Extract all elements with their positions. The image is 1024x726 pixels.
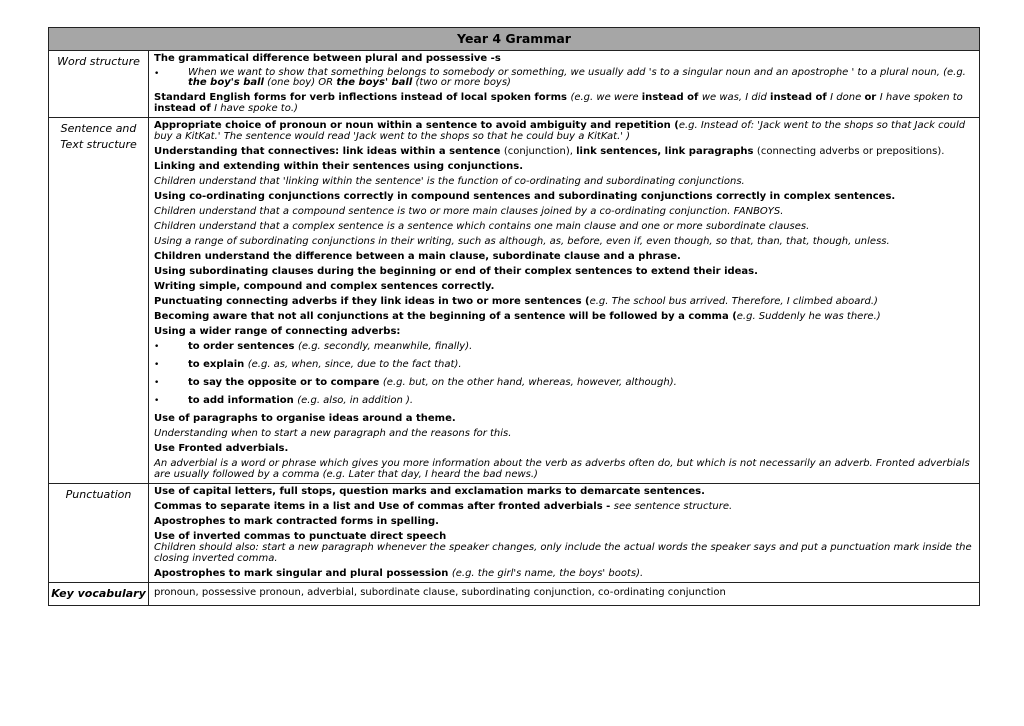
text-line: Apostrophes to mark contracted forms in spelling.	[154, 516, 439, 527]
row-word-structure	[49, 51, 980, 118]
text-line: An adverbial is a word or phrase which gives you more information about the verb as adverbs often do, but which is not necessarily an adverb. Fronted adverbials are usually followed by a comma (e.g. Later that day, I heard the bad news.)	[154, 458, 970, 480]
punctuation-content	[149, 484, 980, 583]
row-punctuation	[49, 484, 980, 583]
text-line: Using a wider range of connecting adverbs:	[154, 326, 401, 337]
verb-inflections-line: Standard English forms for verb inflections instead of local spoken forms (e.g. we were instead of we was, I did instead of I done or I have spoken to instead of I have spoke to.)	[154, 92, 963, 114]
bullet-item	[154, 68, 975, 88]
pronoun-choice-line: Appropriate choice of pronoun or noun within a sentence to avoid ambiguity and repetition (e.g. Instead of: 'Jack went to the shops so that Jack could buy a KitKat.' The sentence would read 'Jack went to the shops so that he could buy a KitKat.' )	[154, 120, 966, 142]
bullet-item: • to explain (e.g. as, when, since, due to the fact that).	[154, 359, 462, 370]
bullet-item: • to order sentences (e.g. secondly, meanwhile, finally).	[154, 341, 473, 352]
bullet-icon: •	[154, 360, 160, 370]
connectives-line: Understanding that connectives: link ideas within a sentence (conjunction), link sentences, link paragraphs (connecting adverbs or prepositions).	[154, 146, 945, 157]
word-structure-content	[149, 51, 980, 118]
plural-possessive-line: The grammatical difference between plural and possessive -s	[154, 53, 501, 64]
sentence-structure-content	[149, 118, 980, 484]
bullet-icon: •	[154, 396, 160, 406]
text-line: Punctuating connecting adverbs if they link ideas in two or more sentences (e.g. The school bus arrived. Therefore, I climbed aboard.)	[154, 296, 878, 307]
bullet-icon: •	[154, 342, 160, 352]
text-line: Understanding when to start a new paragraph and the reasons for this.	[154, 428, 512, 439]
row-label-key-vocabulary: Key vocabulary	[49, 583, 149, 606]
bullet-icon: •	[154, 378, 160, 388]
row-label-word-structure: Word structure	[49, 51, 149, 118]
text-line: Children understand that a complex sentence is a sentence which contains one main clause and one or more subordinate clauses.	[154, 221, 810, 232]
text-line: Children understand that 'linking within the sentence' is the function of co-ordinating and subordinating conjunctions.	[154, 176, 745, 187]
text-line: Using subordinating clauses during the beginning or end of their complex sentences to extend their ideas.	[154, 266, 758, 277]
text-line: Commas to separate items in a list and Use of commas after fronted adverbials - see sentence structure.	[154, 501, 733, 512]
bullet-item: • to say the opposite or to compare (e.g. but, on the other hand, whereas, however, although).	[154, 377, 677, 388]
text-line: Linking and extending within their sentences using conjunctions.	[154, 161, 524, 172]
row-key-vocabulary	[49, 583, 980, 606]
row-label-sentence-structure: Sentence and Text structure	[49, 118, 149, 484]
text-line: Becoming aware that not all conjunctions at the beginning of a sentence will be followed by a comma (e.g. Suddenly he was there.)	[154, 311, 881, 322]
text-line: Children should also: start a new paragraph whenever the speaker changes, only include the actual words the speaker says and put a punctuation mark inside the closing inverted comma.	[154, 542, 972, 564]
text-line: Children understand the difference between a main clause, subordinate clause and a phrase.	[154, 251, 681, 262]
row-sentence-structure	[49, 118, 980, 484]
bullet-item: • to add information (e.g. also, in addition ).	[154, 395, 414, 406]
grammar-table	[48, 27, 980, 606]
apostrophe-rule: When we want to show that something belongs to somebody or something, we usually add 's to a singular noun and an apostrophe ' to a plural noun, (e.g. the boy's ball (one boy) OR the boys' ball (two or more boys)	[188, 67, 966, 88]
key-vocabulary-content: pronoun, possessive pronoun, adverbial, subordinate clause, subordinating conjunction, co-ordinating conjunction	[149, 583, 980, 606]
table-title: Year 4 Grammar	[49, 28, 980, 51]
text-line: Using co-ordinating conjunctions correctly in compound sentences and subordinating conjunctions correctly in complex sentences.	[154, 191, 896, 202]
text-line: Children understand that a compound sentence is two or more main clauses joined by a co-ordinating conjunction. FANBOYS.	[154, 206, 784, 217]
text-line: Use of inverted commas to punctuate direct speech	[154, 531, 447, 542]
text-line: Apostrophes to mark singular and plural possession (e.g. the girl's name, the boys' boots).	[154, 568, 644, 579]
text-line: Using a range of subordinating conjunctions in their writing, such as although, as, before, even if, even though, so that, than, that, though, unless.	[154, 236, 890, 247]
text-line: Writing simple, compound and complex sentences correctly.	[154, 281, 495, 292]
text-line: Use of capital letters, full stops, question marks and exclamation marks to demarcate sentences.	[154, 486, 705, 497]
row-label-punctuation: Punctuation	[49, 484, 149, 583]
bullet-icon: •	[154, 69, 160, 79]
text-line: Use of paragraphs to organise ideas around a theme.	[154, 413, 456, 424]
text-line: Use Fronted adverbials.	[154, 443, 289, 454]
